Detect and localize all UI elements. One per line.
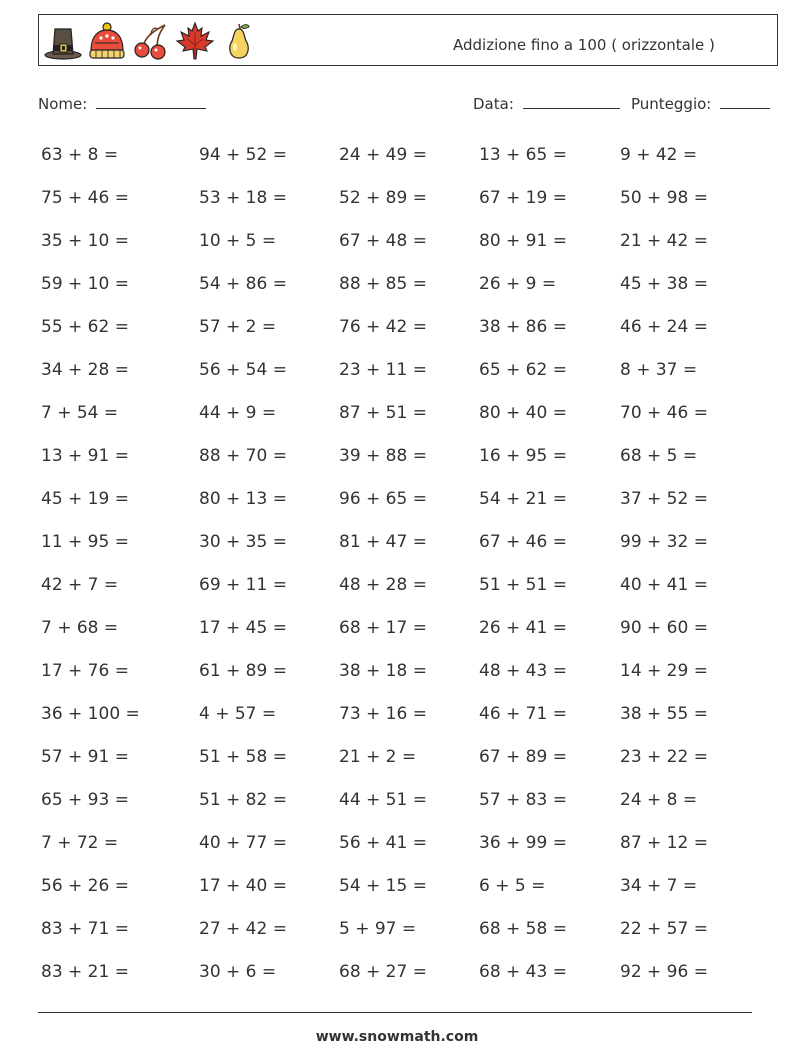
problem: 51 + 82 =	[199, 790, 287, 810]
problem: 34 + 28 =	[41, 360, 129, 380]
problem: 9 + 42 =	[620, 145, 698, 165]
maple-leaf-icon	[175, 21, 215, 61]
problem: 37 + 52 =	[620, 489, 708, 509]
problem: 22 + 57 =	[620, 919, 708, 939]
problem: 55 + 62 =	[41, 317, 129, 337]
problem: 46 + 24 =	[620, 317, 708, 337]
problem: 90 + 60 =	[620, 618, 708, 638]
problem: 75 + 46 =	[41, 188, 129, 208]
date-field	[473, 92, 620, 113]
problem: 36 + 99 =	[479, 833, 567, 853]
problem: 24 + 8 =	[620, 790, 698, 810]
problem: 80 + 40 =	[479, 403, 567, 423]
cherries-icon	[131, 21, 171, 61]
problem: 45 + 19 =	[41, 489, 129, 509]
problem: 61 + 89 =	[199, 661, 287, 681]
problem: 4 + 57 =	[199, 704, 277, 724]
problem: 17 + 40 =	[199, 876, 287, 896]
problem: 38 + 18 =	[339, 661, 427, 681]
winter-hat-icon	[87, 21, 127, 61]
problem: 36 + 100 =	[41, 704, 140, 724]
problem: 10 + 5 =	[199, 231, 277, 251]
problem: 76 + 42 =	[339, 317, 427, 337]
problem: 39 + 88 =	[339, 446, 427, 466]
problem: 7 + 72 =	[41, 833, 119, 853]
problem: 21 + 2 =	[339, 747, 417, 767]
date-label: Data:	[473, 95, 514, 113]
problem: 68 + 58 =	[479, 919, 567, 939]
problem: 51 + 51 =	[479, 575, 567, 595]
problem: 13 + 91 =	[41, 446, 129, 466]
score-line[interactable]	[720, 92, 770, 109]
problem: 23 + 22 =	[620, 747, 708, 767]
header-icons	[43, 19, 259, 63]
problem: 83 + 21 =	[41, 962, 129, 982]
problem: 67 + 46 =	[479, 532, 567, 552]
problem: 45 + 38 =	[620, 274, 708, 294]
problem: 88 + 85 =	[339, 274, 427, 294]
date-line[interactable]	[523, 92, 620, 109]
problem: 54 + 15 =	[339, 876, 427, 896]
problem: 59 + 10 =	[41, 274, 129, 294]
problem: 67 + 19 =	[479, 188, 567, 208]
worksheet-title: Addizione fino a 100 ( orizzontale )	[453, 36, 715, 54]
problem: 68 + 43 =	[479, 962, 567, 982]
problem: 40 + 41 =	[620, 575, 708, 595]
problem: 48 + 43 =	[479, 661, 567, 681]
problem: 34 + 7 =	[620, 876, 698, 896]
problem: 50 + 98 =	[620, 188, 708, 208]
problem: 44 + 9 =	[199, 403, 277, 423]
name-label: Nome:	[38, 95, 88, 113]
score-field	[631, 92, 770, 113]
problem: 87 + 51 =	[339, 403, 427, 423]
problem: 14 + 29 =	[620, 661, 708, 681]
problem: 11 + 95 =	[41, 532, 129, 552]
problem: 7 + 68 =	[41, 618, 119, 638]
problem: 53 + 18 =	[199, 188, 287, 208]
problem: 44 + 51 =	[339, 790, 427, 810]
name-field	[38, 92, 206, 113]
problem: 83 + 71 =	[41, 919, 129, 939]
problem: 87 + 12 =	[620, 833, 708, 853]
problem: 23 + 11 =	[339, 360, 427, 380]
problem: 65 + 93 =	[41, 790, 129, 810]
problem: 67 + 48 =	[339, 231, 427, 251]
problem: 17 + 45 =	[199, 618, 287, 638]
problem: 6 + 5 =	[479, 876, 546, 896]
problem: 73 + 16 =	[339, 704, 427, 724]
problem: 56 + 41 =	[339, 833, 427, 853]
problem: 80 + 91 =	[479, 231, 567, 251]
problem: 24 + 49 =	[339, 145, 427, 165]
problem: 35 + 10 =	[41, 231, 129, 251]
problem: 99 + 32 =	[620, 532, 708, 552]
worksheet-header	[38, 14, 778, 66]
problem: 68 + 27 =	[339, 962, 427, 982]
problem: 94 + 52 =	[199, 145, 287, 165]
problem: 51 + 58 =	[199, 747, 287, 767]
problem: 40 + 77 =	[199, 833, 287, 853]
score-label: Punteggio:	[631, 95, 712, 113]
problem: 70 + 46 =	[620, 403, 708, 423]
problem: 54 + 21 =	[479, 489, 567, 509]
problem: 56 + 26 =	[41, 876, 129, 896]
problem: 52 + 89 =	[339, 188, 427, 208]
problem: 30 + 6 =	[199, 962, 277, 982]
problem: 92 + 96 =	[620, 962, 708, 982]
problem: 27 + 42 =	[199, 919, 287, 939]
problem: 5 + 97 =	[339, 919, 417, 939]
pilgrim-hat-icon	[43, 21, 83, 61]
footer-url: www.snowmath.com	[315, 1029, 479, 1045]
problem: 38 + 55 =	[620, 704, 708, 724]
problem: 57 + 2 =	[199, 317, 277, 337]
problem: 69 + 11 =	[199, 575, 287, 595]
problem: 16 + 95 =	[479, 446, 567, 466]
problem: 65 + 62 =	[479, 360, 567, 380]
problem: 26 + 9 =	[479, 274, 557, 294]
problem: 57 + 83 =	[479, 790, 567, 810]
problem: 38 + 86 =	[479, 317, 567, 337]
problem: 30 + 35 =	[199, 532, 287, 552]
problem: 8 + 37 =	[620, 360, 698, 380]
problem: 68 + 17 =	[339, 618, 427, 638]
footer-divider	[38, 1012, 752, 1013]
problem: 68 + 5 =	[620, 446, 698, 466]
problem: 21 + 42 =	[620, 231, 708, 251]
name-line[interactable]	[96, 92, 206, 109]
problem: 54 + 86 =	[199, 274, 287, 294]
problem: 81 + 47 =	[339, 532, 427, 552]
problem: 26 + 41 =	[479, 618, 567, 638]
pear-icon	[219, 21, 259, 61]
problem: 46 + 71 =	[479, 704, 567, 724]
problem: 56 + 54 =	[199, 360, 287, 380]
problem: 13 + 65 =	[479, 145, 567, 165]
problem: 67 + 89 =	[479, 747, 567, 767]
problem: 63 + 8 =	[41, 145, 119, 165]
problem: 42 + 7 =	[41, 575, 119, 595]
problem: 88 + 70 =	[199, 446, 287, 466]
problem: 57 + 91 =	[41, 747, 129, 767]
problem: 48 + 28 =	[339, 575, 427, 595]
problem: 7 + 54 =	[41, 403, 119, 423]
problem: 96 + 65 =	[339, 489, 427, 509]
problem: 17 + 76 =	[41, 661, 129, 681]
problem: 80 + 13 =	[199, 489, 287, 509]
